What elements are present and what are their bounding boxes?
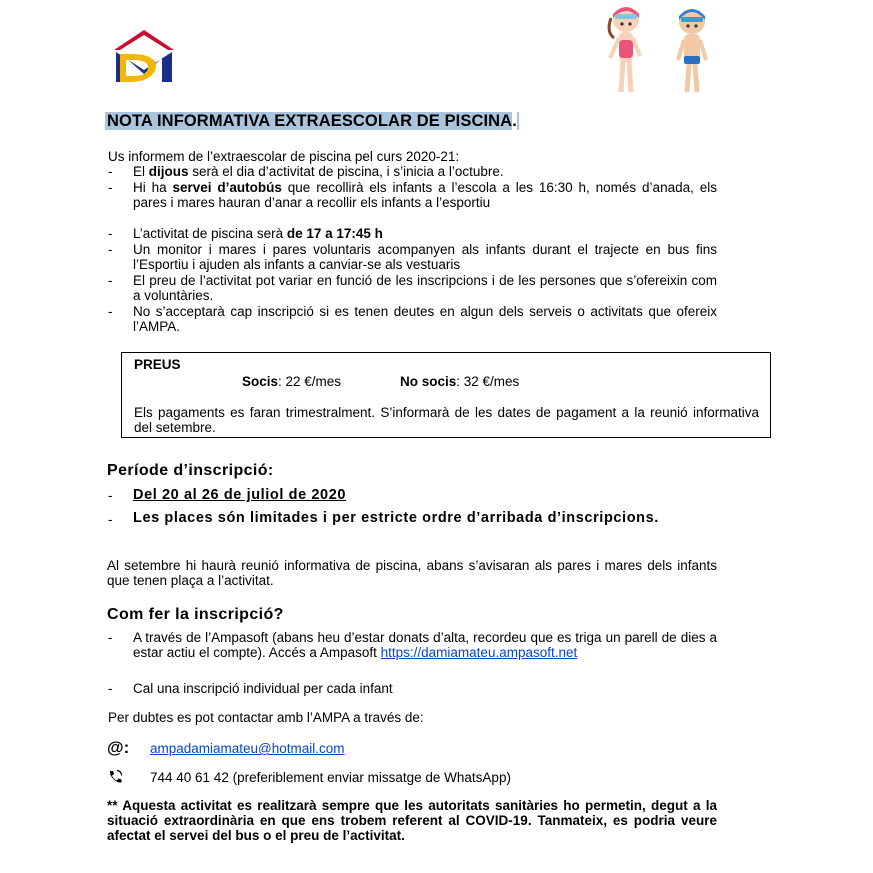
bullet-dash: - xyxy=(108,242,113,257)
bullet-dash: - xyxy=(108,681,113,696)
bullet-text: Hi ha xyxy=(133,180,173,195)
email-link[interactable]: ampadamiamateu@hotmail.com xyxy=(150,741,345,756)
bullet-dash: - xyxy=(108,226,113,241)
bullet-dash: - xyxy=(108,164,113,179)
period-heading: Període d’inscripció: xyxy=(107,462,274,479)
swimmer-kids-icon xyxy=(604,4,722,98)
contact-intro: Per dubtes es pot contactar amb l’AMPA a través de: xyxy=(108,710,424,725)
title-period: . xyxy=(512,112,517,130)
school-logo xyxy=(106,24,182,88)
bullet-bold: de 17 a 17:45 h xyxy=(286,226,383,241)
bullet-price xyxy=(133,273,717,303)
howto-item-ampasoft xyxy=(133,630,717,660)
bullet-dash: - xyxy=(108,273,113,288)
prices-heading: PREUS xyxy=(134,357,181,372)
title-text: NOTA INFORMATIVA EXTRAESCOLAR DE PISCINA xyxy=(107,112,513,130)
period-dates: Del 20 al 26 de juliol de 2020 xyxy=(133,487,347,503)
howto-item-text: A través de l’Ampasoft (abans heu d’estar donats d’alta, recordeu que es triga un parell de dies a estar actiu el compte). Accés a Ampasoft xyxy=(133,630,717,660)
email-symbol: @: xyxy=(107,738,130,757)
bullet-time xyxy=(133,226,717,241)
socis-value: : 22 €/mes xyxy=(278,374,342,389)
nosocis-label: No socis xyxy=(400,374,457,389)
school-logo-icon xyxy=(106,24,182,88)
covid-footnote: ** Aquesta activitat es realitzarà sempre que les autoritats sanitàries ho permetin, degut a la situació extraordinària en que ens trobem referent al COVID-19. Tanmateix, es podria veure afectat el servei del bus o el preu de l’activitat. xyxy=(107,798,717,843)
bullet-debts xyxy=(133,304,717,334)
bullet-dash: - xyxy=(108,512,113,527)
bullet-text: El preu de l’activitat pot variar en funció de les inscripcions i de les persones que s’ofereixin com a voluntàries. xyxy=(133,273,717,303)
phone-number: 744 40 61 42 (preferiblement enviar missatge de WhatsApp) xyxy=(150,770,511,785)
bullet-bold: servei d’autobús xyxy=(172,180,282,195)
payment-note: Els pagaments es faran trimestralment. S’informarà de les dates de pagament a la reunió informativa del setembre. xyxy=(134,405,759,435)
howto-item-individual: Cal una inscripció individual per cada infant xyxy=(133,681,393,696)
bullet-text: Un monitor i mares i pares voluntaris acompanyen als infants durant el trajecte en bus fins l’Esportiu i ajuden als infants a canviar-se als vestuaris xyxy=(133,242,717,272)
socis-price xyxy=(242,374,341,389)
swimmer-kids-illustration xyxy=(604,4,722,98)
bullet-dash: - xyxy=(108,304,113,319)
socis-label: Socis xyxy=(242,374,279,389)
intro-text: Us informem de l’extraescolar de piscina pel curs 2020-21: xyxy=(108,149,460,164)
phone-icon-svg xyxy=(107,769,123,785)
bullet-dash: - xyxy=(108,488,113,503)
phone-icon xyxy=(107,769,123,785)
prices-box xyxy=(121,352,771,438)
bullet-day xyxy=(133,164,717,179)
ampasoft-link[interactable]: https://damiamateu.ampasoft.net xyxy=(380,645,578,660)
bullet-dash: - xyxy=(108,630,113,645)
bullet-text: serà el dia d’activitat de piscina, i s’inicia a l’octubre. xyxy=(188,164,504,179)
bullet-bold: dijous xyxy=(148,164,189,179)
period-limited: Les places són limitades i per estricte ordre d’arribada d’inscripcions. xyxy=(133,510,659,526)
page-title xyxy=(105,112,519,130)
howto-heading: Com fer la inscripció? xyxy=(107,606,284,623)
bullet-text: No s’acceptarà cap inscripció si es tenen deutes en algun dels serveis o activitats que ofereix l’AMPA. xyxy=(133,304,717,334)
bullet-monitor xyxy=(133,242,717,272)
bullet-text: L’activitat de piscina serà xyxy=(133,226,287,241)
nosocis-value: : 32 €/mes xyxy=(456,374,520,389)
bullet-text: El xyxy=(133,164,149,179)
bullet-bus xyxy=(133,180,717,210)
bullet-dash: - xyxy=(108,180,113,195)
september-note: Al setembre hi haurà reunió informativa de piscina, abans s’avisaran als pares i mares dels infants que tenen plaça a l’activitat. xyxy=(107,558,717,588)
nosocis-price xyxy=(400,374,519,389)
bullet-text: que recollirà els infants a l’escola a les 16:30 h, només d’anada, els pares i mares hauran d’anar a recollir els infants a l’esportiu xyxy=(133,180,717,210)
